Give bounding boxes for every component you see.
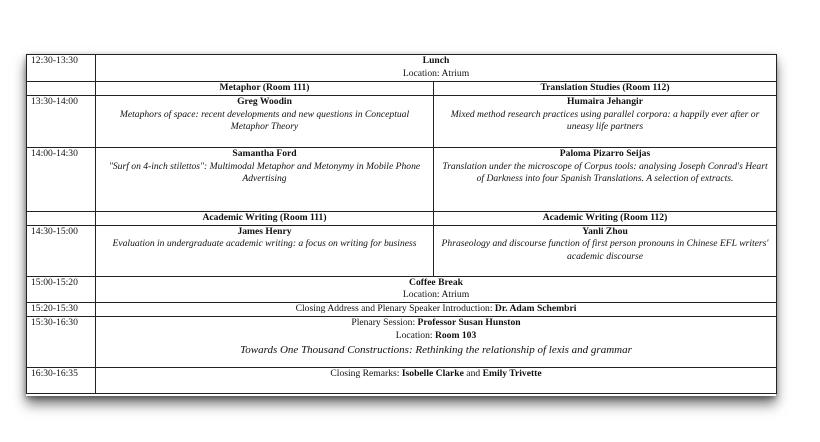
track-header-metaphor: Metaphor (Room 111)	[96, 82, 434, 96]
track-header-row-2	[27, 211, 777, 225]
speaker-name: Greg Woodin	[237, 95, 292, 107]
closing-remarks-row	[27, 368, 777, 394]
talk-cell	[96, 147, 434, 211]
closing-remarks-name-1: Isobelle Clarke	[401, 368, 464, 380]
talk-title: Evaluation in undergraduate academic writing: a focus on writing for business	[112, 238, 417, 250]
speaker-name: Samantha Ford	[232, 147, 297, 159]
track-header-row-1	[27, 82, 777, 96]
closing-remarks-time: 16:30-16:35	[27, 368, 96, 394]
talk-cell	[434, 147, 777, 211]
closing-address-row	[27, 303, 777, 317]
closing-address-speaker: Dr. Adam Schembri	[494, 303, 577, 315]
closing-remarks-and: and	[463, 368, 483, 380]
talk-title: Translation under the microscope of Corpus tools: analysing Joseph Conrad's Heart of Darkness into four Spanish Translations. A selection of extracts.	[442, 160, 768, 185]
plenary-title: Towards One Thousand Constructions: Rethinking the relationship of lexis and grammar	[240, 343, 632, 356]
coffee-title: Coffee Break	[409, 276, 463, 288]
plenary-row	[27, 317, 777, 368]
speaker-name: James Henry	[237, 225, 292, 237]
speaker-name: Yanli Zhou	[582, 225, 628, 237]
session-row	[27, 147, 777, 211]
talk-cell	[434, 95, 777, 147]
track-header-translation: Translation Studies (Room 112)	[434, 82, 777, 96]
speaker-name: Paloma Pizarro Seijas	[559, 147, 651, 159]
programme-table	[26, 54, 777, 394]
lunch-cell	[96, 55, 777, 82]
session-time: 13:30-14:00	[27, 95, 96, 147]
closing-remarks-cell	[96, 368, 777, 394]
closing-address-text: Closing Address and Plenary Speaker Introduction:	[295, 303, 495, 315]
coffee-cell	[96, 276, 777, 303]
empty-time-cell	[27, 82, 96, 96]
session-row	[27, 95, 777, 147]
track-header-academic-111: Academic Writing (Room 111)	[96, 211, 434, 225]
session-time: 14:00-14:30	[27, 147, 96, 211]
speaker-name: Humaira Jehangir	[567, 95, 643, 107]
lunch-title: Lunch	[422, 55, 450, 66]
coffee-row	[27, 276, 777, 303]
talk-title: Phraseology and discourse function of first person pronouns in Chinese EFL writers' academic discourse	[441, 238, 769, 263]
talk-cell	[96, 225, 434, 276]
empty-time-cell	[27, 211, 96, 225]
plenary-cell	[96, 317, 777, 368]
closing-remarks-name-2: Emily Trivette	[482, 368, 542, 380]
plenary-session-line: Plenary Session: Professor Susan Hunston	[351, 317, 521, 329]
talk-title: "Surf on 4-inch stilettos": Multimodal Metaphor and Metonymy in Mobile Phone Advertising	[108, 160, 421, 185]
closing-remarks-label: Closing Remarks:	[330, 368, 402, 380]
coffee-time: 15:00-15:20	[27, 276, 96, 303]
talk-cell	[96, 95, 434, 147]
track-header-academic-112: Academic Writing (Room 112)	[434, 211, 777, 225]
plenary-time: 15:30-16:30	[27, 317, 96, 368]
coffee-location: Location: Atrium	[402, 289, 470, 301]
lunch-time: 12:30-13:30	[27, 55, 96, 82]
lunch-location: Location: Atrium	[402, 67, 470, 79]
programme-sheet	[26, 54, 776, 396]
talk-title: Mixed method research practices using parallel corpora: a happily ever after or uneasy life partners	[450, 108, 760, 133]
plenary-speaker: Professor Susan Hunston	[417, 317, 521, 329]
talk-title: Metaphors of space: recent developments and new questions in Conceptual Metaphor Theory	[119, 108, 410, 133]
session-time: 14:30-15:00	[27, 225, 96, 276]
plenary-location: Location: Room 103	[395, 329, 477, 341]
session-row	[27, 225, 777, 276]
closing-address-time: 15:20-15:30	[27, 303, 96, 317]
closing-address-cell	[96, 303, 777, 317]
lunch-row	[27, 55, 777, 82]
talk-cell	[434, 225, 777, 276]
